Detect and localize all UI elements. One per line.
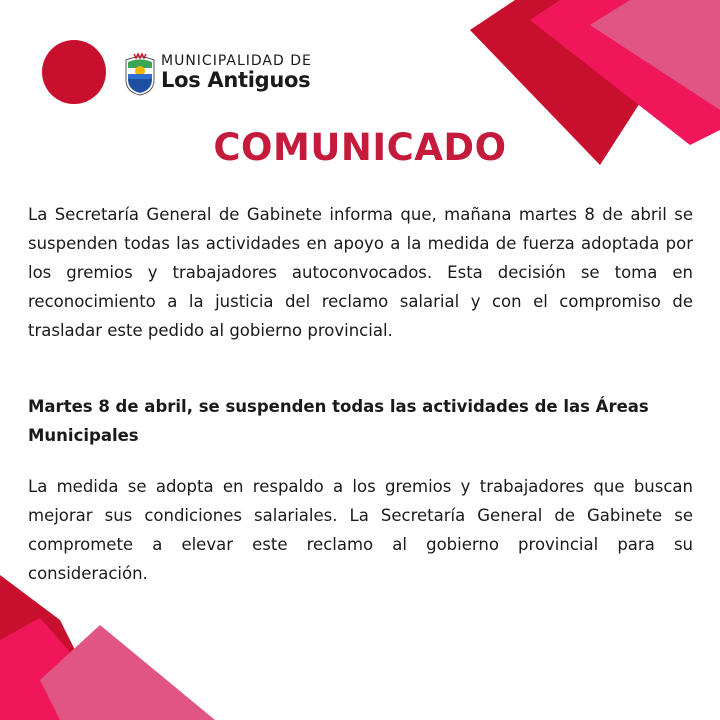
logo-text-name: Los Antiguos: [161, 68, 311, 92]
coat-of-arms-icon: [124, 52, 156, 96]
paragraph-support: La medida se adopta en respaldo a los gremios y trabajadores que buscan mejorar sus condiciones salariales. La Secretaría General de Gabinete se compromete a elevar este reclamo al gobierno provincial para su consideración.: [28, 477, 693, 583]
red-circle: [42, 40, 106, 104]
page-title: COMUNICADO: [213, 126, 507, 169]
paragraph-highlight: Martes 8 de abril, se suspenden todas las actividades de las Áreas Municipales: [28, 397, 649, 445]
paragraph-announcement: La Secretaría General de Gabinete informa que, mañana martes 8 de abril se suspenden todas las actividades en apoyo a la medida de fuerza adoptada por los gremios y trabajadores autoconvocados. Esta decisión se toma en reconocimiento a la justicia del reclamo salarial y con el compromiso de trasladar este pedido al gobierno provincial.: [28, 205, 693, 340]
logo-text-top: MUNICIPALIDAD DE: [161, 53, 312, 69]
municipality-logo: [124, 52, 334, 96]
